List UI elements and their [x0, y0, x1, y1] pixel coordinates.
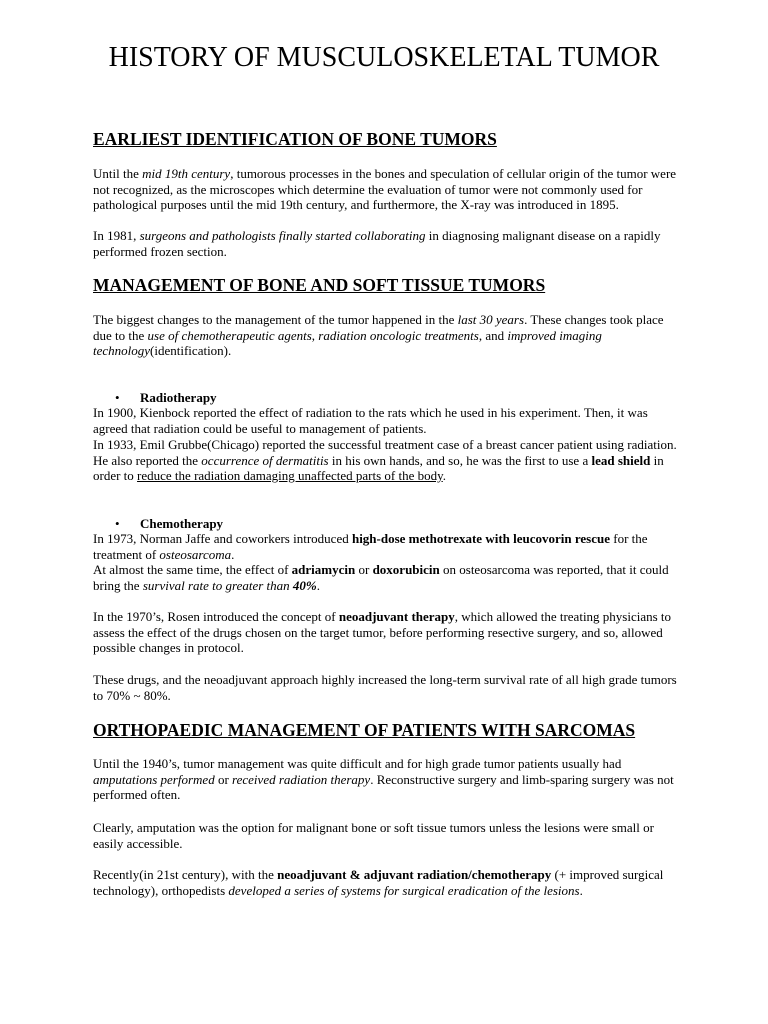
document-title: HISTORY OF MUSCULOSKELETAL TUMOR	[108, 42, 660, 73]
paragraph-rosen-1970s: In the 1970’s, Rosen introduced the concept of neoadjuvant therapy, which allowed the treating physicians to assess the effect of the drugs chosen on the target tumor, before performing resective surgery, and so, allowed possible changes in protocol.	[93, 609, 672, 656]
paragraph-amputation: Clearly, amputation was the option for malignant bone or soft tissue tumors unless the lesions were small or easily accessible.	[93, 820, 654, 851]
section-heading-orthopaedic: ORTHOPAEDIC MANAGEMENT OF PATIENTS WITH SARCOMAS	[93, 720, 636, 740]
paragraph-1940s: Until the 1940’s, tumor management was quite difficult and for high grade tumor patients usually had amputations performed or received radiation therapy. Reconstructive surgery and limb-sparing surgery was not performed often.	[93, 756, 674, 803]
paragraph-mid-19th-century: Until the mid 19th century, tumorous processes in the bones and speculation of cellular origin of the tumor were not recognized, as the microscopes which determine the evaluation of tumor were not commonly used for pathological purposes until the mid 19th century, and furthermore, the X-ray was introduced in 1895.	[93, 166, 677, 213]
bullet-dot: •	[115, 390, 120, 405]
paragraph-1981-collaboration: In 1981, surgeons and pathologists finally started collaborating in diagnosing malignant disease on a rapidly performed frozen section.	[93, 228, 661, 259]
paragraph-kienbock-1900: In 1900, Kienbock reported the effect of radiation to the rats which he used in his experiment. Then, it was agreed that radiation could be useful to management of patients.	[93, 405, 648, 436]
bullet-dot: •	[115, 516, 120, 531]
paragraph-jaffe-1973: In 1973, Norman Jaffe and coworkers introduced high-dose methotrexate with leucovorin rescue for the treatment of osteosarcoma.	[93, 531, 648, 562]
section-heading-management: MANAGEMENT OF BONE AND SOFT TISSUE TUMORS	[93, 275, 546, 295]
paragraph-21st-century: Recently(in 21st century), with the neoadjuvant & adjuvant radiation/chemotherapy (+ improved surgical technology), orthopedists developed a series of systems for surgical eradication of the lesions.	[93, 867, 664, 898]
paragraph-grubbe-1933: In 1933, Emil Grubbe(Chicago) reported the successful treatment case of a breast cancer patient using radiation. He also reported the occurrence of dermatitis in his own hands, and so, he was the first to use a lead shield in order to reduce the radiation damaging unaffected parts of the body.	[93, 437, 677, 484]
bullet-chemotherapy: • Chemotherapy	[115, 516, 224, 531]
section-heading-earliest-identification: EARLIEST IDENTIFICATION OF BONE TUMORS	[93, 129, 497, 149]
paragraph-survival-rate: These drugs, and the neoadjuvant approach highly increased the long-term survival rate of all high grade tumors to 70% ~ 80%.	[93, 672, 677, 703]
paragraph-last-30-years: The biggest changes to the management of the tumor happened in the last 30 years. These changes took place due to the use of chemotherapeutic agents, radiation oncologic treatments, and improved imaging technology(identification).	[93, 312, 664, 359]
bullet-radiotherapy: • Radiotherapy	[115, 390, 217, 405]
paragraph-adriamycin: At almost the same time, the effect of adriamycin or doxorubicin on osteosarcoma was reported, that it could bring the survival rate to greater than 40%.	[93, 562, 669, 593]
